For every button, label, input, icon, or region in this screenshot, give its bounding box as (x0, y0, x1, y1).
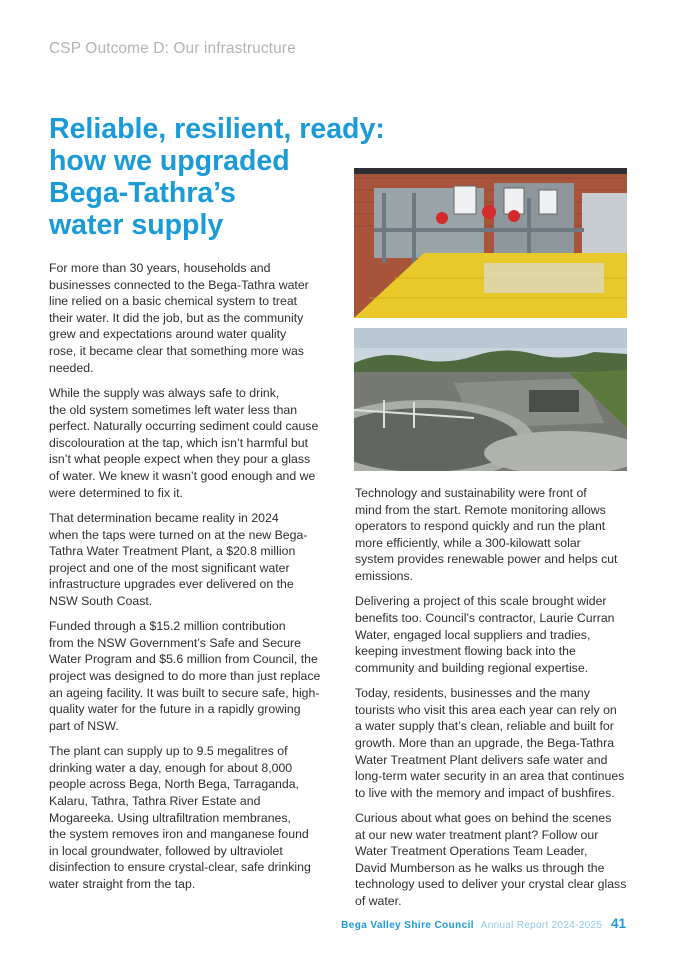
page-footer (341, 916, 626, 931)
body-line: tourists who visit this area each year can rely on (355, 702, 617, 717)
body-line: of water. We knew it wasn’t good enough and we (49, 468, 316, 483)
body-line: Water, engaged local suppliers and tradies, (355, 627, 591, 642)
title-line: Bega-Tathra’s (49, 177, 236, 209)
body-line: Mogareeka. Using ultrafiltration membranes, (49, 810, 291, 825)
body-line: infrastructure upgrades ever delivered on the (49, 577, 294, 592)
body-line: Delivering a project of this scale brought wider (355, 594, 607, 609)
body-line: Technology and sustainability were front of (355, 486, 587, 500)
body-line: Water Program and $5.6 million from Council, the (49, 652, 318, 667)
body-line: an ageing facility. It was built to secure safe, high- (49, 685, 320, 700)
body-line: David Mumberson as he walks us through the (355, 860, 605, 875)
body-line: For more than 30 years, households and (49, 261, 271, 275)
body-paragraph (49, 510, 334, 610)
body-line: part of NSW. (49, 718, 119, 733)
body-line: water straight from the tap. (49, 876, 196, 891)
body-line: benefits too. Council’s contractor, Laurie Curran (355, 610, 615, 625)
body-paragraph (355, 685, 635, 801)
page-number: 41 (610, 916, 626, 931)
body-line: perfect. Naturally occurring sediment could cause (49, 419, 319, 434)
body-line: The plant can supply up to 9.5 megalitres of (49, 744, 288, 759)
body-line: operators to respond quickly and run the plant (355, 519, 606, 534)
body-line: drinking water a day, enough for about 8,000 (49, 760, 293, 775)
body-line: Tathra Water Treatment Plant, a $20.8 million (49, 544, 296, 559)
body-line: businesses connected to the Bega-Tathra water (49, 277, 309, 292)
body-paragraph (49, 743, 334, 892)
section-heading: CSP Outcome D: Our infrastructure (49, 40, 296, 57)
body-line: quality water for the future in a rapidly growing (49, 702, 301, 717)
footer-organisation: Bega Valley Shire Council (341, 920, 474, 931)
body-line: project was designed to do more than just replace (49, 669, 321, 684)
body-line: the old system sometimes left water less than (49, 402, 298, 417)
body-line: rose, it became clear that something more was (49, 343, 304, 358)
body-line: Water Treatment Plant delivers safe water and (355, 752, 608, 767)
body-line: mind from the start. Remote monitoring allows (355, 502, 606, 517)
body-paragraph (49, 618, 334, 734)
body-paragraph (355, 593, 635, 676)
body-line: That determination became reality in 2024 (49, 510, 279, 525)
body-line: project and one of the most significant water (49, 560, 290, 575)
body-line: Funded through a $15.2 million contribution (49, 619, 286, 634)
right-column (355, 485, 635, 918)
body-line: long-term water security in an area that continues (355, 769, 625, 784)
title-line: how we upgraded (49, 145, 290, 177)
left-column (49, 260, 334, 901)
body-line: emissions. (355, 568, 414, 583)
body-paragraph (355, 485, 635, 585)
body-paragraph (355, 810, 635, 910)
body-line: their water. It did the job, but as the community (49, 310, 304, 325)
body-line: system provides renewable power and helps cut (355, 552, 618, 567)
title-line: water supply (49, 209, 224, 241)
body-paragraph (49, 385, 334, 501)
body-line: disinfection to ensure crystal-clear, safe drinking (49, 860, 311, 875)
body-line: growth. More than an upgrade, the Bega-Tathra (355, 735, 615, 750)
footer-report-title: Annual Report 2024-2025 (480, 920, 603, 931)
body-line: were determined to fix it. (49, 485, 183, 500)
body-line: grew and expectations around water quality (49, 327, 287, 342)
body-line: keeping investment flowing back into the (355, 644, 576, 659)
body-line: Today, residents, businesses and the many (355, 686, 590, 701)
body-line: people across Bega, North Bega, Tarraganda, (49, 777, 299, 792)
body-line: discolouration at the tap, which isn’t harmful but (49, 435, 309, 450)
body-line: from the NSW Government’s Safe and Secure (49, 635, 301, 650)
body-line: NSW South Coast. (49, 593, 153, 608)
body-line: line relied on a basic chemical system to treat (49, 294, 298, 309)
article-title (49, 113, 399, 241)
body-line: technology used to deliver your crystal clear glass (355, 877, 627, 892)
body-line: needed. (49, 360, 94, 375)
body-paragraph (49, 260, 334, 376)
body-line: Water Treatment Operations Team Leader, (355, 844, 588, 859)
plant-interior-photo (354, 168, 627, 318)
body-line: Curious about what goes on behind the scenes (355, 811, 612, 826)
plant-exterior-photo (354, 328, 627, 471)
body-line: to live with the memory and impact of bushfires. (355, 785, 615, 800)
body-line: when the taps were turned on at the new Bega- (49, 527, 308, 542)
body-line: at our new water treatment plant? Follow our (355, 827, 599, 842)
body-line: While the supply was always safe to drink, (49, 385, 280, 400)
body-line: more efficiently, while a 300-kilowatt solar (355, 535, 581, 550)
body-line: Kalaru, Tathra, Tathra River Estate and (49, 794, 261, 808)
title-line: Reliable, resilient, ready: (49, 113, 385, 145)
body-line: of water. (355, 894, 402, 909)
body-line: community and building regional expertise. (355, 660, 589, 675)
body-line: in local groundwater, followed by ultraviolet (49, 843, 283, 858)
body-line: the system removes iron and manganese found (49, 827, 309, 842)
body-line: isn’t what people expect when they pour a glass (49, 452, 311, 467)
body-line: a water supply that’s clean, reliable and built for (355, 719, 614, 734)
